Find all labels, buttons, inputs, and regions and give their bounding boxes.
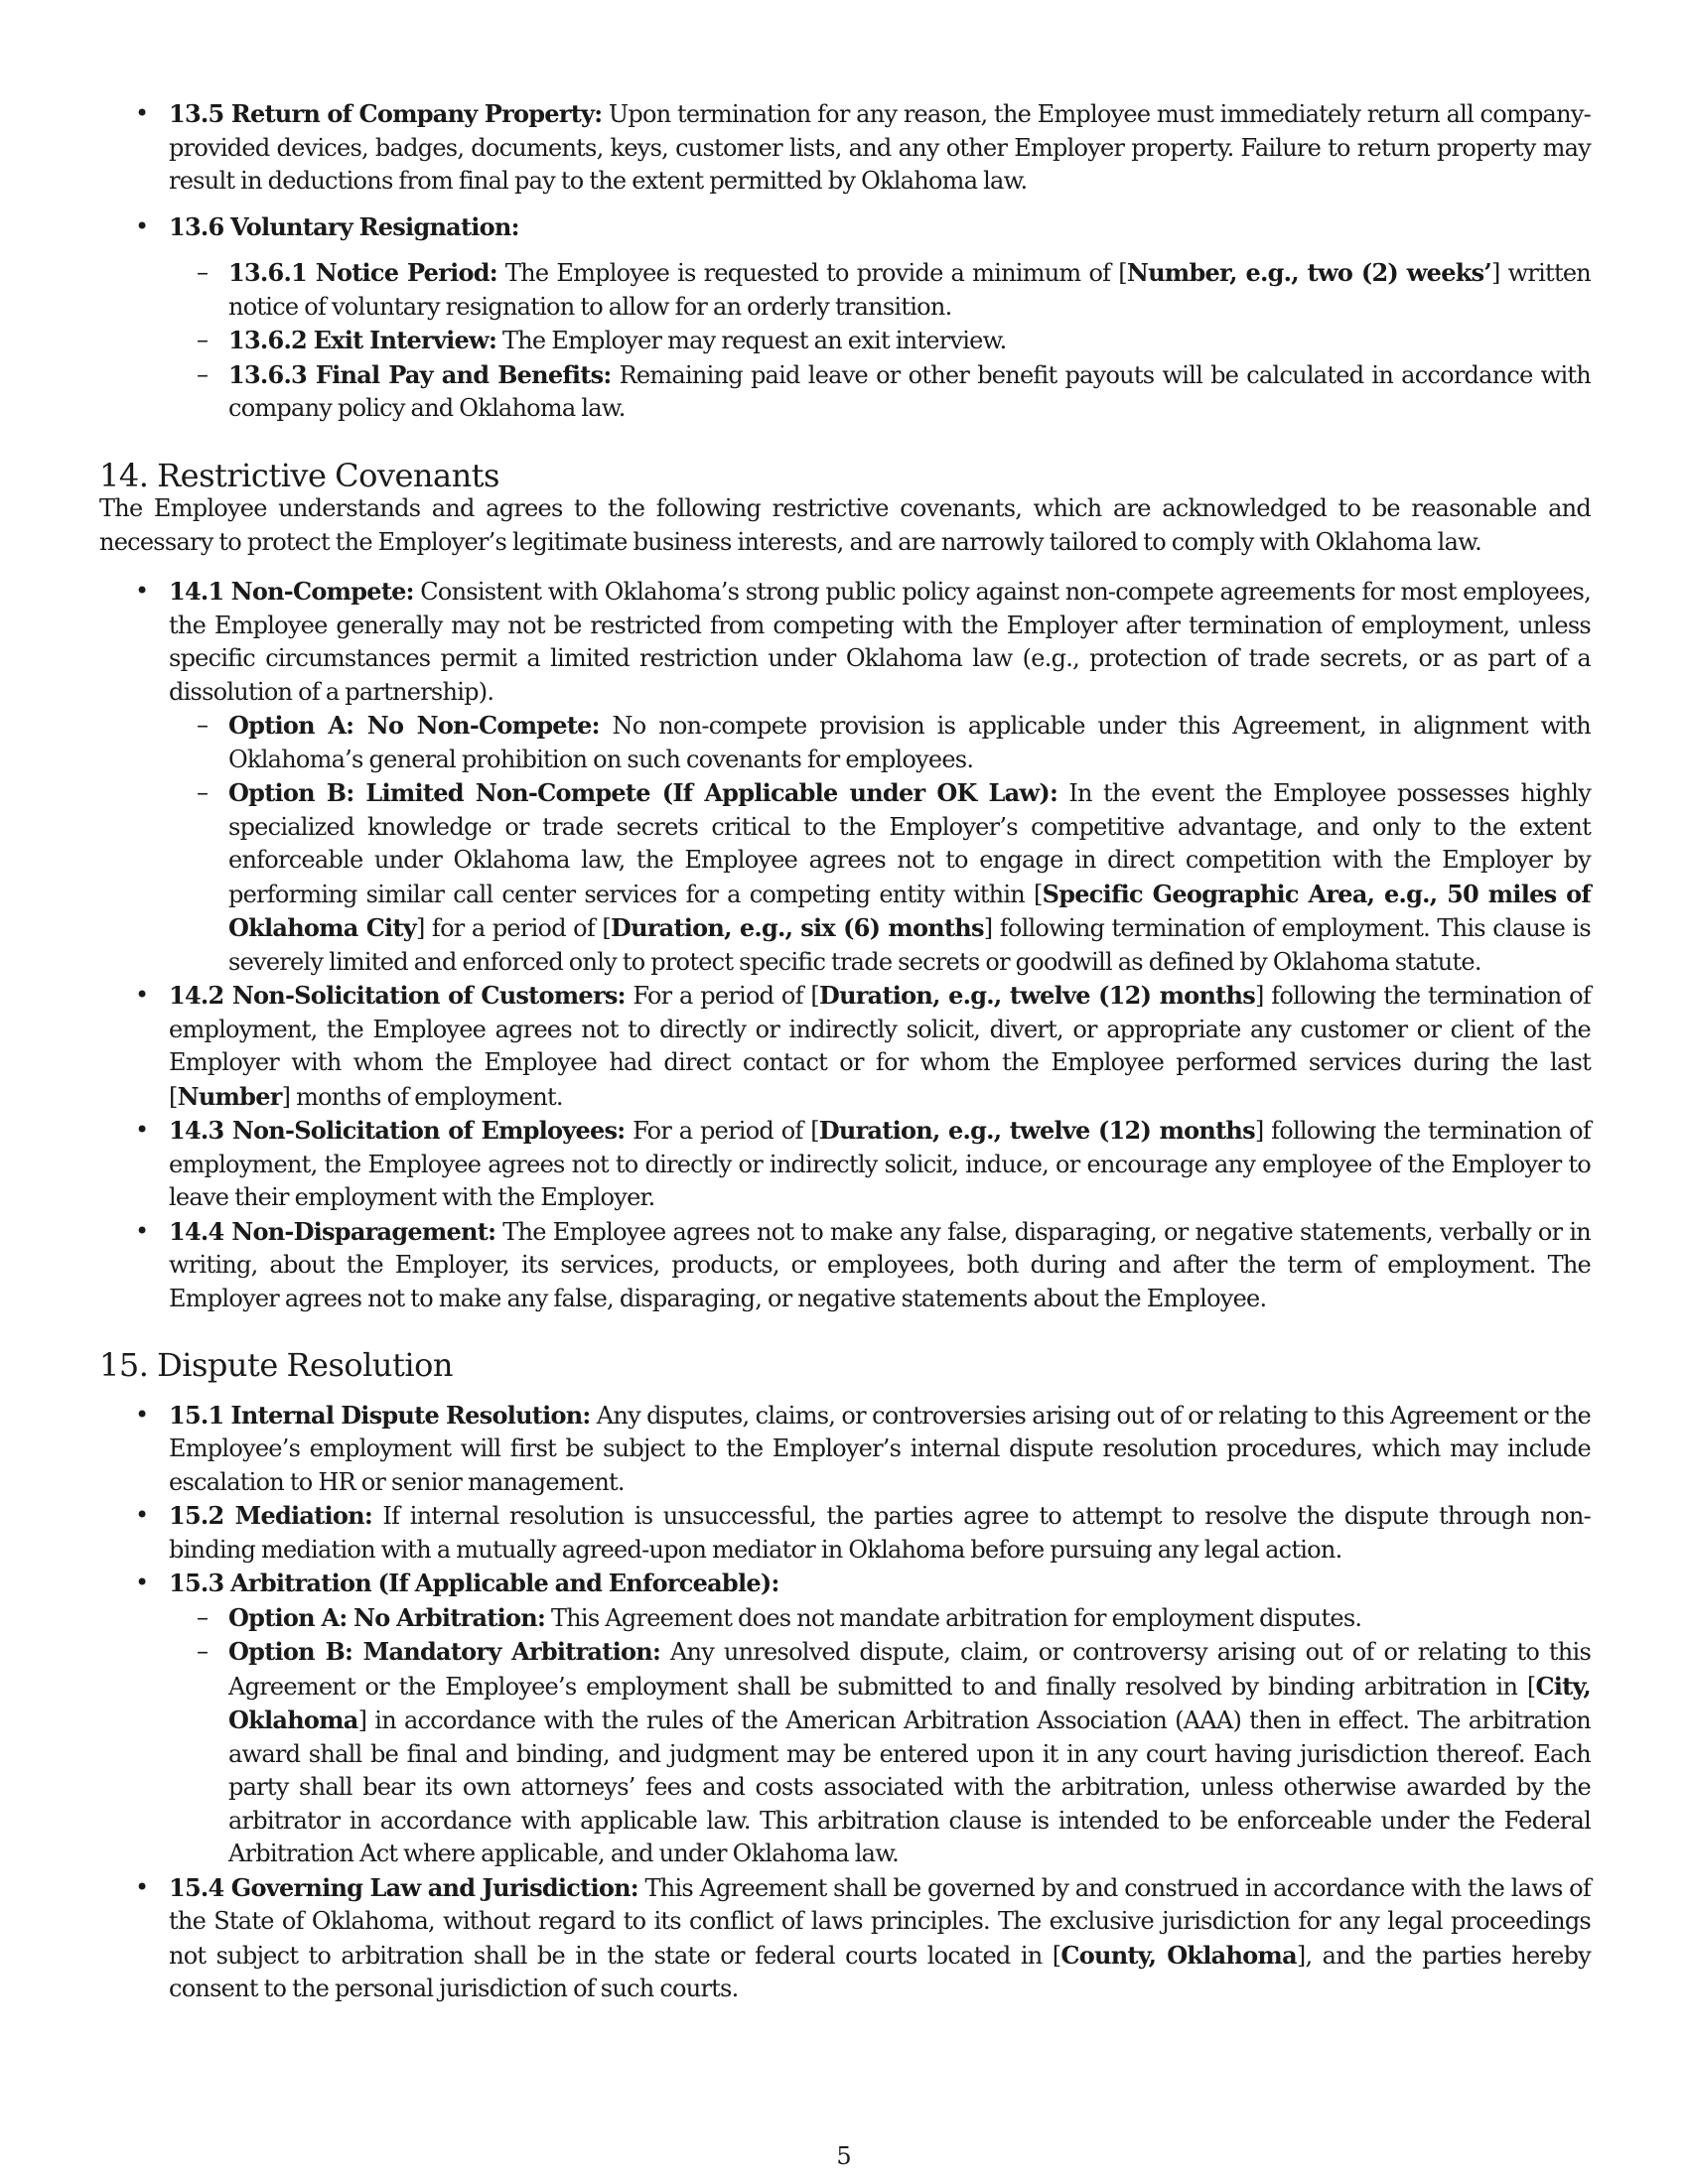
clause-label: Option A: No Non-Compete: [228, 711, 600, 740]
clause-label: 13.6.2 Exit Interview: [228, 326, 497, 354]
clause-text: Upon termination for any reason, the Employee must immediately return all company-provided devices, badges, documents, keys, customer lists, and any other Employer property. Failure to return property may result in deductions from final pay to the extent permitted by Oklahoma law. [169, 100, 1591, 195]
clause-label: 15.4 Governing Law and Jurisdiction: [169, 1872, 638, 1902]
placeholder-field: Specific Geographic Area, e.g., 50 miles of Oklahoma City [228, 879, 1591, 942]
clause-label: 13.6.1 Notice Period: [228, 258, 497, 287]
clause-label: 14.3 Non-Solicitation of Employees: [169, 1116, 626, 1145]
clause-label: 13.5 Return of Company Property: [169, 99, 603, 128]
option-a-no-non-compete: – Option A: No Non-Compete: No non-compete provision is applicable under this Agreement, in alignment with Oklahoma’s general prohibition on such covenants for employees. [99, 709, 1591, 776]
document-page [99, 97, 1591, 2006]
clause-13-6 [99, 210, 1591, 426]
clause-13-6-1: – 13.6.1 Notice Period: The Employee is requested to provide a minimum of [Number, e.g., two (2) weeks’] written notice of voluntary resignation to allow for an orderly transition. [99, 256, 1591, 324]
clause-14-1: • 14.1 Non-Compete: Consistent with Oklahoma’s strong public policy against non-compete agreements for most employees, the Employee generally may not be restricted from competing with the Employer after termination of employment, unless specific circumstances permit a limited restriction under Oklahoma law (e.g., protection of trade secrets, or as part of a dissolution of a partnership). – Option A: No Non-Compete: No non-compete provision is applicable under this Agreement, in alignment with Oklahoma’s general prohibition on such covenants for employees. – Option B: Limited Non-Compete (If Applicable under OK Law): In the event the Employee possesses highly specialized knowledge or trade secrets critical to the Employer’s competitive advantage, and only to the extent enforceable under Oklahoma law, the Employee agrees not to engage in direct competition with the Employer by performing similar call center services for a competing entity within [Specific Geographic Area, e.g., 50 miles of Oklahoma City] for a period of [Duration, e.g., six (6) months] following termination of employment. This clause is severely limited and enforced only to protect specific trade secrets or goodwill as defined by Oklahoma statute. [99, 575, 1591, 979]
clause-15-4: • 15.4 Governing Law and Jurisdiction: This Agreement shall be governed by and construed in accordance with the laws of the State of Oklahoma, without regard to its conflict of laws principles. The exclusive jurisdiction for any legal proceedings not subject to arbitration shall be in the state or federal courts located in [County, Oklahoma], and the parties hereby consent to the personal jurisdiction of such courts. [99, 1871, 1591, 2006]
clause-15-2: • 15.2 Mediation: If internal resolution is unsuccessful, the parties agree to attempt to resolve the dispute through non-binding mediation with a mutually agreed-upon mediator in Oklahoma before pursuing any legal action. [99, 1499, 1591, 1567]
section-14-intro: The Employee understands and agrees to the following restrictive covenants, which are acknowledged to be reasonable and necessary to protect the Employer’s legitimate business interests, and are narrowly tailored to comply with Oklahoma law. [99, 494, 1591, 556]
clause-14-3: • 14.3 Non-Solicitation of Employees: For a period of [Duration, e.g., twelve (12) months] following the termination of employment, the Employee agrees not to directly or indirectly solicit, induce, or encourage any employee of the Employer to leave their employment with the Employer. [99, 1114, 1591, 1215]
page-number: 5 [836, 2142, 852, 2170]
clause-label: 13.6.3 Final Pay and Benefits: [228, 359, 612, 389]
clause-14-4: • 14.4 Non-Disparagement: The Employee agrees not to make any false, disparaging, or negative statements, verbally or in writing, about the Employer, its services, products, or employees, both during and after the term of employment. The Employer agrees not to make any false, disparaging, or negative statements about the Employee. [99, 1215, 1591, 1316]
clause-label: Option A: No Arbitration: [228, 1602, 546, 1632]
clause-label: 15.3 Arbitration (If Applicable and Enforceable): [169, 1569, 779, 1597]
clause-label: 15.1 Internal Dispute Resolution: [169, 1400, 591, 1430]
clause-13-6-2: – 13.6.2 Exit Interview: The Employer may request an exit interview. [99, 324, 1591, 358]
placeholder-field: County, Oklahoma [1060, 1940, 1297, 1970]
clause-label: Option B: Mandatory Arbitration: [228, 1637, 661, 1666]
clause-15-3-options [169, 1601, 1591, 1871]
clause-label: 14.4 Non-Disparagement: [169, 1216, 496, 1246]
clause-13-6-3: – 13.6.3 Final Pay and Benefits: Remaining paid leave or other benefit payouts will be calculated in accordance with company policy and Oklahoma law. [99, 358, 1591, 426]
clause-label: Option B: Limited Non-Compete (If Applicable under OK Law): [228, 778, 1058, 807]
option-a-no-arbitration: – Option A: No Arbitration: This Agreement does not mandate arbitration for employment disputes. [99, 1601, 1591, 1636]
clause-label: 15.2 Mediation: [169, 1501, 372, 1530]
clause-14-2: • 14.2 Non-Solicitation of Customers: For a period of [Duration, e.g., twelve (12) months] following the termination of employment, the Employee agrees not to directly or indirectly solicit, divert, or appropriate any customer or client of the Employer with whom the Employee had direct contact or for whom the Employee performed services during the last [Number] months of employment. [99, 979, 1591, 1114]
placeholder-field: Duration, e.g., twelve (12) months [818, 1116, 1255, 1145]
section-14-list [99, 575, 1591, 1315]
section-14-title: 14. Restrictive Covenants [99, 456, 499, 494]
clause-15-3 [99, 1567, 1591, 1871]
section-15-list [99, 1399, 1591, 2006]
placeholder-field: Duration, e.g., six (6) months [611, 913, 984, 942]
placeholder-field: Number, e.g., two (2) weeks’ [1126, 258, 1491, 287]
placeholder-field: Number [177, 1081, 282, 1111]
clause-15-1: • 15.1 Internal Dispute Resolution: Any disputes, claims, or controversies arising out of or relating to this Agreement or the Employee’s employment will first be subject to the Employer’s internal dispute resolution procedures, which may include escalation to HR or senior management. [99, 1399, 1591, 1500]
clause-label: 14.1 Non-Compete: [169, 577, 414, 606]
placeholder-field: City, Oklahoma [228, 1671, 1591, 1734]
clause-13-6-sublist [169, 256, 1591, 426]
clause-label: 13.6 Voluntary Resignation: [169, 211, 519, 241]
placeholder-field: Duration, e.g., twelve (12) months [819, 981, 1255, 1010]
option-b-limited-non-compete: – Option B: Limited Non-Compete (If Applicable under OK Law): In the event the Employee possesses highly specialized knowledge or trade secrets critical to the Employer’s competitive advantage, and only to the extent enforceable under Oklahoma law, the Employee agrees not to engage in direct competition with the Employer by performing similar call center services for a competing entity within [Specific Geographic Area, e.g., 50 miles of Oklahoma City] for a period of [Duration, e.g., six (6) months] following termination of employment. This clause is severely limited and enforced only to protect specific trade secrets or goodwill as defined by Oklahoma statute. [99, 776, 1591, 979]
clause-label: 14.2 Non-Solicitation of Customers: [169, 981, 626, 1010]
clause-14-1-options [169, 709, 1591, 979]
section-15-title: 15. Dispute Resolution [99, 1346, 453, 1384]
section-13-list [99, 97, 1591, 426]
option-b-mandatory-arbitration: – Option B: Mandatory Arbitration: Any unresolved dispute, claim, or controversy arising out of or relating to this Agreement or the Employee’s employment shall be submitted to and finally resolved by binding arbitration in [City, Oklahoma] in accordance with the rules of the American Arbitration Association (AAA) then in effect. The arbitration award shall be final and binding, and judgment may be entered upon it in any court having jurisdiction thereof. Each party shall bear its own attorneys’ fees and costs associated with the arbitration, unless otherwise awarded by the arbitrator in accordance with applicable law. This arbitration clause is intended to be enforceable under the Federal Arbitration Act where applicable, and under Oklahoma law. [99, 1635, 1591, 1871]
clause-13-5 [99, 97, 1591, 199]
